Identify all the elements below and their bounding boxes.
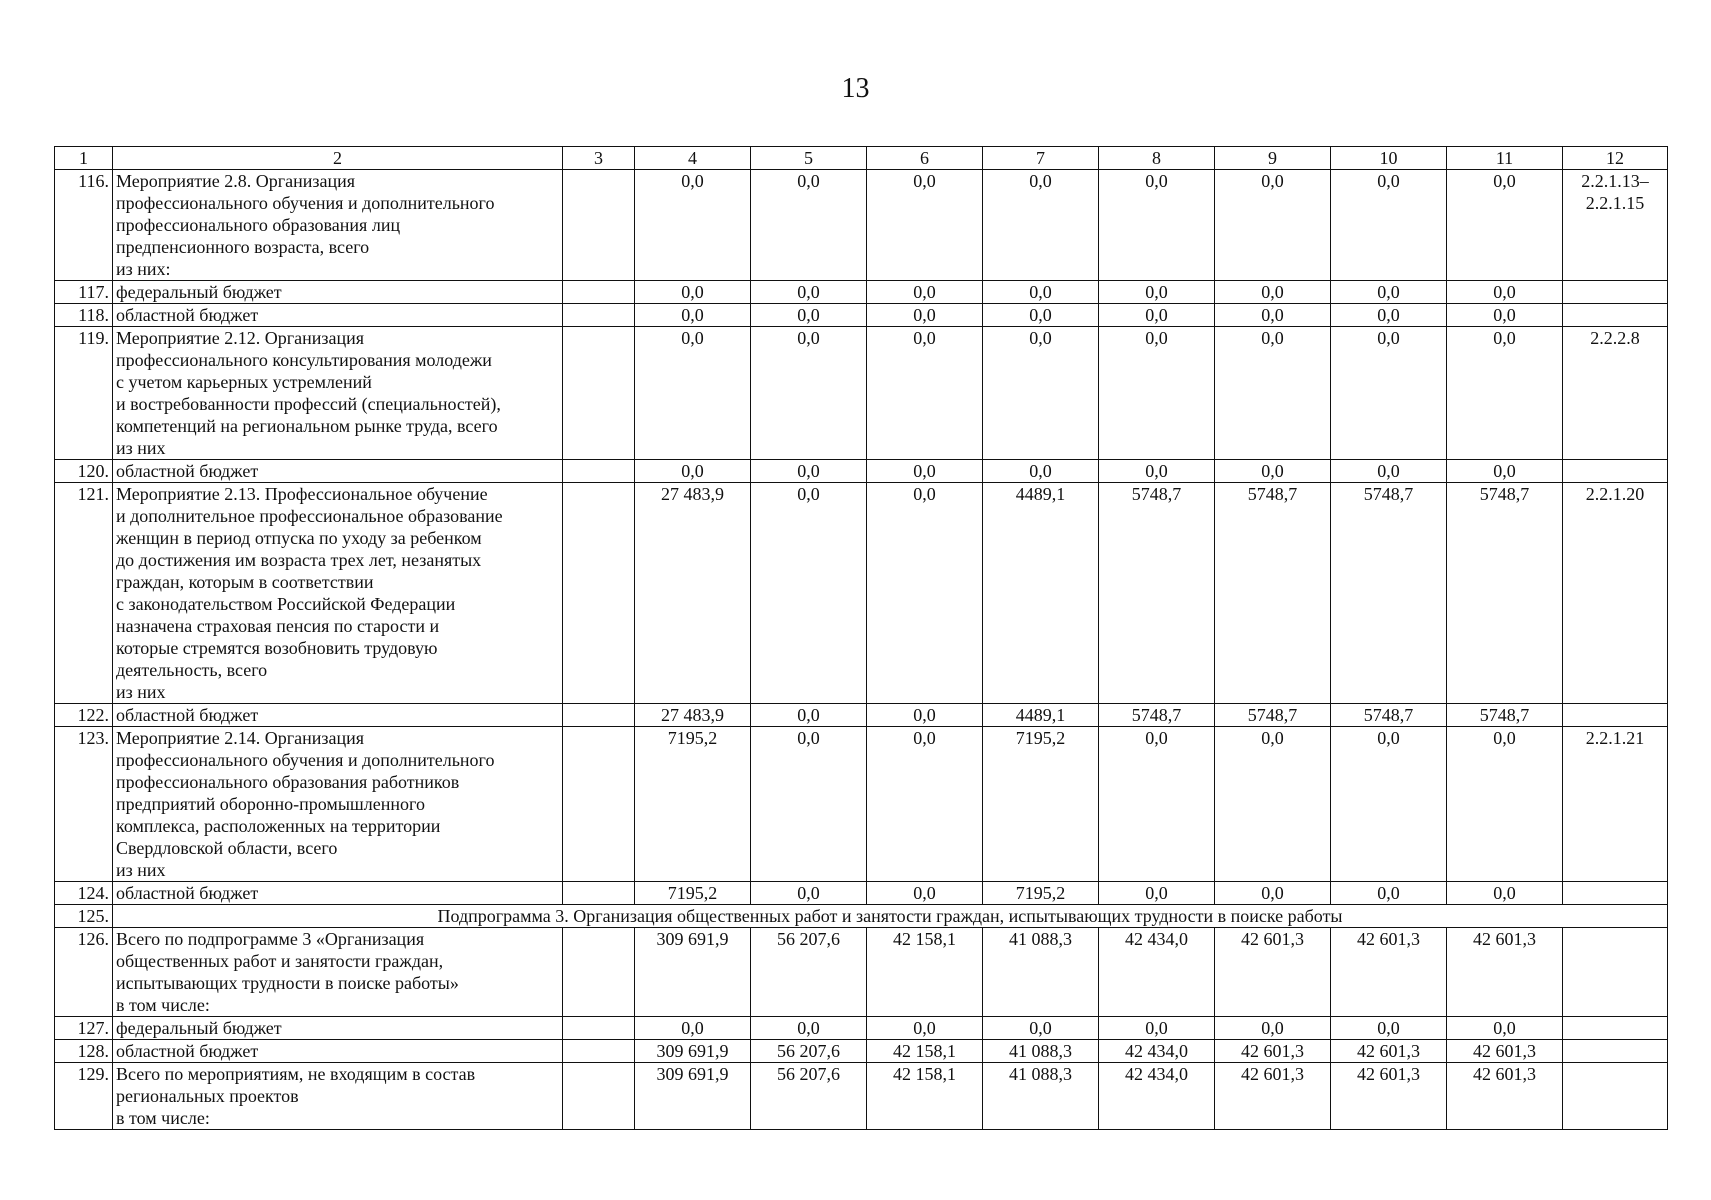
row-number: 125. xyxy=(55,905,113,928)
column-3-cell xyxy=(563,882,635,905)
table-row xyxy=(55,1017,1668,1040)
value-cell: 56 207,6 xyxy=(751,1063,867,1130)
value-cell: 42 158,1 xyxy=(867,1063,983,1130)
table-row xyxy=(55,704,1668,727)
value-cell: 0,0 xyxy=(1331,460,1447,483)
column-3-cell xyxy=(563,460,635,483)
value-cell: 7195,2 xyxy=(983,727,1099,882)
value-cell: 0,0 xyxy=(1331,1017,1447,1040)
value-cell: 0,0 xyxy=(1447,304,1563,327)
value-cell: 0,0 xyxy=(1215,281,1331,304)
target-code xyxy=(1563,1040,1668,1063)
value-cell: 5748,7 xyxy=(1447,704,1563,727)
value-cell: 27 483,9 xyxy=(635,483,751,704)
value-cell: 0,0 xyxy=(751,704,867,727)
row-title: Мероприятие 2.14. Организация профессионального обучения и дополнительного профессионального образования работников предприятий оборонно-промышленного комплекса, расположенных на территории Свердловской области, всего из них xyxy=(113,727,563,882)
target-code: 2.2.1.20 xyxy=(1563,483,1668,704)
table-row xyxy=(55,327,1668,460)
column-3-cell xyxy=(563,1040,635,1063)
value-cell: 0,0 xyxy=(635,1017,751,1040)
value-cell: 0,0 xyxy=(751,170,867,281)
value-cell: 0,0 xyxy=(867,170,983,281)
value-cell: 0,0 xyxy=(867,281,983,304)
value-cell: 0,0 xyxy=(867,483,983,704)
value-cell: 0,0 xyxy=(867,882,983,905)
value-cell: 0,0 xyxy=(751,882,867,905)
column-3-cell xyxy=(563,704,635,727)
value-cell: 0,0 xyxy=(1447,170,1563,281)
value-cell: 0,0 xyxy=(1215,882,1331,905)
value-cell: 0,0 xyxy=(983,1017,1099,1040)
row-number: 116. xyxy=(55,170,113,281)
target-code xyxy=(1563,1017,1668,1040)
column-header: 4 xyxy=(635,147,751,170)
target-code xyxy=(1563,281,1668,304)
column-header: 8 xyxy=(1099,147,1215,170)
row-number: 123. xyxy=(55,727,113,882)
row-title: областной бюджет xyxy=(113,882,563,905)
value-cell: 309 691,9 xyxy=(635,1040,751,1063)
value-cell: 42 601,3 xyxy=(1331,1063,1447,1130)
value-cell: 0,0 xyxy=(1099,1017,1215,1040)
value-cell: 42 601,3 xyxy=(1447,928,1563,1017)
value-cell: 0,0 xyxy=(867,304,983,327)
value-cell: 0,0 xyxy=(751,281,867,304)
value-cell: 0,0 xyxy=(1215,460,1331,483)
value-cell: 41 088,3 xyxy=(983,1063,1099,1130)
row-title: областной бюджет xyxy=(113,460,563,483)
table-row xyxy=(55,882,1668,905)
value-cell: 0,0 xyxy=(1099,882,1215,905)
row-number: 128. xyxy=(55,1040,113,1063)
column-3-cell xyxy=(563,327,635,460)
target-code xyxy=(1563,882,1668,905)
value-cell: 7195,2 xyxy=(635,727,751,882)
value-cell: 0,0 xyxy=(1331,327,1447,460)
value-cell: 0,0 xyxy=(1331,281,1447,304)
value-cell: 5748,7 xyxy=(1215,704,1331,727)
value-cell: 42 601,3 xyxy=(1215,1063,1331,1130)
table-body xyxy=(55,147,1668,1130)
row-title: федеральный бюджет xyxy=(113,281,563,304)
value-cell: 5748,7 xyxy=(1331,704,1447,727)
value-cell: 0,0 xyxy=(1331,882,1447,905)
column-3-cell xyxy=(563,483,635,704)
value-cell: 0,0 xyxy=(1215,727,1331,882)
target-code: 2.2.1.13– 2.2.1.15 xyxy=(1563,170,1668,281)
column-header: 3 xyxy=(563,147,635,170)
value-cell: 0,0 xyxy=(751,1017,867,1040)
value-cell: 0,0 xyxy=(867,327,983,460)
target-code xyxy=(1563,704,1668,727)
value-cell: 5748,7 xyxy=(1331,483,1447,704)
value-cell: 0,0 xyxy=(1099,281,1215,304)
row-title: областной бюджет xyxy=(113,1040,563,1063)
table-row xyxy=(55,460,1668,483)
row-number: 127. xyxy=(55,1017,113,1040)
value-cell: 5748,7 xyxy=(1215,483,1331,704)
row-number: 118. xyxy=(55,304,113,327)
column-3-cell xyxy=(563,170,635,281)
value-cell: 0,0 xyxy=(1215,1017,1331,1040)
value-cell: 0,0 xyxy=(751,327,867,460)
row-title: Всего по мероприятиям, не входящим в состав региональных проектов в том числе: xyxy=(113,1063,563,1130)
row-title: Мероприятие 2.8. Организация профессионального обучения и дополнительного профессионального образования лиц предпенсионного возраста, всего из них: xyxy=(113,170,563,281)
value-cell: 42 158,1 xyxy=(867,928,983,1017)
value-cell: 7195,2 xyxy=(635,882,751,905)
target-code xyxy=(1563,304,1668,327)
table-row xyxy=(55,281,1668,304)
target-code xyxy=(1563,928,1668,1017)
table-row xyxy=(55,170,1668,281)
value-cell: 42 601,3 xyxy=(1215,928,1331,1017)
value-cell: 42 601,3 xyxy=(1331,1040,1447,1063)
column-3-cell xyxy=(563,1063,635,1130)
value-cell: 0,0 xyxy=(751,304,867,327)
target-code: 2.2.2.8 xyxy=(1563,327,1668,460)
column-header: 1 xyxy=(55,147,113,170)
row-number: 121. xyxy=(55,483,113,704)
value-cell: 0,0 xyxy=(635,170,751,281)
row-title: Мероприятие 2.12. Организация профессионального консультирования молодежи с учетом карьерных устремлений и востребованности профессий (специальностей), компетенций на региональном рынке труда, всего из них xyxy=(113,327,563,460)
row-number: 122. xyxy=(55,704,113,727)
value-cell: 0,0 xyxy=(1099,304,1215,327)
value-cell: 0,0 xyxy=(983,460,1099,483)
row-title: Всего по подпрограмме 3 «Организация общественных работ и занятости граждан, испытывающих трудности в поиске работы» в том числе: xyxy=(113,928,563,1017)
subprogram-title: Подпрограмма 3. Организация общественных работ и занятости граждан, испытывающих трудности в поиске работы xyxy=(113,905,1668,928)
value-cell: 0,0 xyxy=(867,704,983,727)
target-code: 2.2.1.21 xyxy=(1563,727,1668,882)
column-number-row xyxy=(55,147,1668,170)
value-cell: 309 691,9 xyxy=(635,1063,751,1130)
row-number: 119. xyxy=(55,327,113,460)
table-row xyxy=(55,483,1668,704)
value-cell: 5748,7 xyxy=(1099,483,1215,704)
row-number: 126. xyxy=(55,928,113,1017)
value-cell: 0,0 xyxy=(867,1017,983,1040)
column-header: 5 xyxy=(751,147,867,170)
column-header: 9 xyxy=(1215,147,1331,170)
target-code xyxy=(1563,460,1668,483)
row-title: областной бюджет xyxy=(113,704,563,727)
row-number: 129. xyxy=(55,1063,113,1130)
value-cell: 0,0 xyxy=(867,727,983,882)
value-cell: 0,0 xyxy=(1447,727,1563,882)
column-header: 10 xyxy=(1331,147,1447,170)
row-number: 120. xyxy=(55,460,113,483)
column-3-cell xyxy=(563,727,635,882)
value-cell: 42 601,3 xyxy=(1447,1040,1563,1063)
value-cell: 42 601,3 xyxy=(1215,1040,1331,1063)
row-title: областной бюджет xyxy=(113,304,563,327)
value-cell: 42 601,3 xyxy=(1331,928,1447,1017)
value-cell: 0,0 xyxy=(751,460,867,483)
value-cell: 41 088,3 xyxy=(983,1040,1099,1063)
value-cell: 0,0 xyxy=(635,281,751,304)
row-number: 124. xyxy=(55,882,113,905)
value-cell: 0,0 xyxy=(983,170,1099,281)
value-cell: 0,0 xyxy=(635,304,751,327)
table-row xyxy=(55,727,1668,882)
value-cell: 5748,7 xyxy=(1447,483,1563,704)
table-row xyxy=(55,1040,1668,1063)
page-number: 13 xyxy=(841,73,870,104)
value-cell: 42 601,3 xyxy=(1447,1063,1563,1130)
value-cell: 0,0 xyxy=(983,304,1099,327)
value-cell: 4489,1 xyxy=(983,704,1099,727)
budget-table xyxy=(54,146,1668,1130)
value-cell: 0,0 xyxy=(1447,882,1563,905)
row-number: 117. xyxy=(55,281,113,304)
column-header: 2 xyxy=(113,147,563,170)
value-cell: 0,0 xyxy=(635,460,751,483)
value-cell: 0,0 xyxy=(1331,304,1447,327)
value-cell: 0,0 xyxy=(751,727,867,882)
value-cell: 0,0 xyxy=(983,327,1099,460)
value-cell: 0,0 xyxy=(1331,727,1447,882)
value-cell: 56 207,6 xyxy=(751,1040,867,1063)
table-row xyxy=(55,928,1668,1017)
table-row xyxy=(55,905,1668,928)
value-cell: 0,0 xyxy=(1099,327,1215,460)
column-header: 6 xyxy=(867,147,983,170)
column-header: 11 xyxy=(1447,147,1563,170)
value-cell: 0,0 xyxy=(1099,170,1215,281)
value-cell: 42 434,0 xyxy=(1099,928,1215,1017)
value-cell: 4489,1 xyxy=(983,483,1099,704)
target-code xyxy=(1563,1063,1668,1130)
column-header: 7 xyxy=(983,147,1099,170)
column-3-cell xyxy=(563,1017,635,1040)
value-cell: 0,0 xyxy=(1215,170,1331,281)
value-cell: 0,0 xyxy=(1215,327,1331,460)
value-cell: 0,0 xyxy=(1447,281,1563,304)
value-cell: 0,0 xyxy=(751,483,867,704)
value-cell: 0,0 xyxy=(1447,1017,1563,1040)
value-cell: 309 691,9 xyxy=(635,928,751,1017)
column-3-cell xyxy=(563,281,635,304)
row-title: Мероприятие 2.13. Профессиональное обучение и дополнительное профессиональное образование женщин в период отпуска по уходу за ребенком до достижения им возраста трех лет, незанятых граждан, которым в соответствии с законодательством Российской Федерации назначена страховая пенсия по старости и которые стремятся возобновить трудовую деятельность, всего из них xyxy=(113,483,563,704)
value-cell: 0,0 xyxy=(1331,170,1447,281)
value-cell: 27 483,9 xyxy=(635,704,751,727)
column-header: 12 xyxy=(1563,147,1668,170)
value-cell: 0,0 xyxy=(635,327,751,460)
value-cell: 41 088,3 xyxy=(983,928,1099,1017)
value-cell: 0,0 xyxy=(1099,727,1215,882)
row-title: федеральный бюджет xyxy=(113,1017,563,1040)
value-cell: 42 158,1 xyxy=(867,1040,983,1063)
table-row xyxy=(55,304,1668,327)
value-cell: 0,0 xyxy=(1099,460,1215,483)
value-cell: 56 207,6 xyxy=(751,928,867,1017)
column-3-cell xyxy=(563,304,635,327)
column-3-cell xyxy=(563,928,635,1017)
value-cell: 42 434,0 xyxy=(1099,1040,1215,1063)
table-row xyxy=(55,1063,1668,1130)
value-cell: 7195,2 xyxy=(983,882,1099,905)
value-cell: 0,0 xyxy=(867,460,983,483)
value-cell: 5748,7 xyxy=(1099,704,1215,727)
value-cell: 0,0 xyxy=(1447,460,1563,483)
value-cell: 42 434,0 xyxy=(1099,1063,1215,1130)
value-cell: 0,0 xyxy=(1215,304,1331,327)
value-cell: 0,0 xyxy=(1447,327,1563,460)
value-cell: 0,0 xyxy=(983,281,1099,304)
